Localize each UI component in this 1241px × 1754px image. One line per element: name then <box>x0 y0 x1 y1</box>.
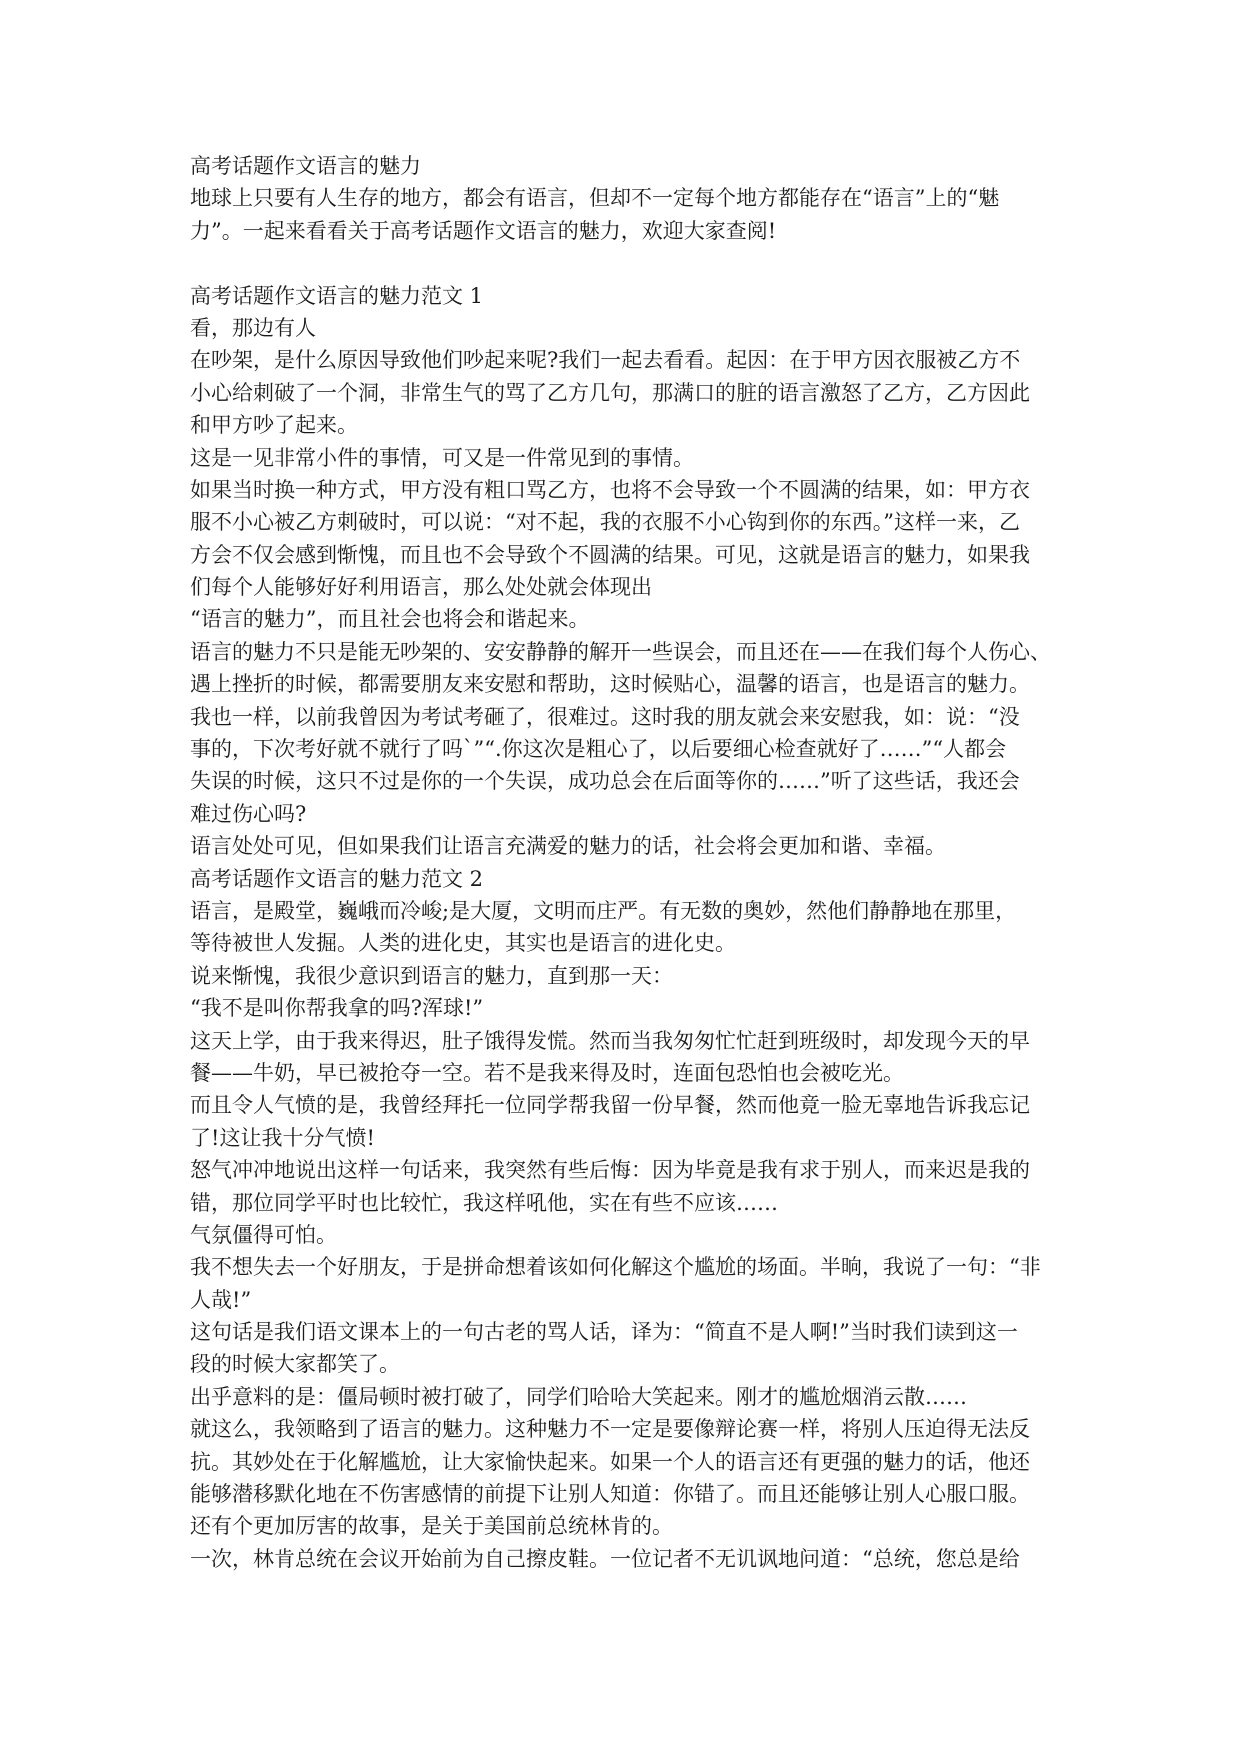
text-line: 高考话题作文语言的魅力范文 1 <box>190 283 484 308</box>
document-page <box>190 150 1070 1575</box>
text-line: 们每个人能够好好利用语言，那么处处就会体现出 <box>190 575 652 600</box>
text-line: 就这么，我领略到了语言的魅力。这种魅力不一定是要像辩论赛一样，将别人压迫得无法反 <box>190 1417 1030 1442</box>
text-line: 这天上学，由于我来得迟，肚子饿得发慌。然而当我匆匆忙忙赶到班级时，却发现今天的早 <box>190 1028 1030 1053</box>
text-line: 这是一见非常小件的事情，可又是一件常见到的事情。 <box>190 445 694 470</box>
text-line: 抗。其妙处在于化解尴尬，让大家愉快起来。如果一个人的语言还有更强的魅力的话，他还 <box>190 1449 1030 1474</box>
text-line: 方会不仅会感到惭愧，而且也不会导致个不圆满的结果。可见，这就是语言的魅力，如果我 <box>190 542 1030 567</box>
text-line: 语言的魅力不只是能无吵架的、安安静静的解开一些误会，而且还在——在我们每个人伤心、 <box>190 639 1051 664</box>
text-line: 我也一样，以前我曾因为考试考砸了，很难过。这时我的朋友就会来安慰我，如：说：“没 <box>190 704 1020 729</box>
text-line: 语言，是殿堂，巍峨而冷峻;是大厦，文明而庄严。有无数的奥妙，然他们静静地在那里， <box>190 898 1017 923</box>
text-line: 失误的时候，这只不过是你的一个失误，成功总会在后面等你的……”听了这些话，我还会 <box>190 769 1020 794</box>
text-line: 遇上挫折的时候，都需要朋友来安慰和帮助，这时候贴心，温馨的语言，也是语言的魅力。 <box>190 672 1030 697</box>
text-line: 和甲方吵了起来。 <box>190 413 358 438</box>
blank-line <box>190 247 1070 279</box>
text-line: 小心给刺破了一个洞，非常生气的骂了乙方几句，那满口的脏的语言激怒了乙方，乙方因此 <box>190 380 1030 405</box>
text-line: 事的，下次考好就不就行了吗`”“.你这次是粗心了，以后要细心检查就好了……”“人都会 <box>190 737 1007 762</box>
text-line: “我不是叫你帮我拿的吗?浑球!” <box>190 996 484 1021</box>
text-line: 力”。一起来看看关于高考话题作文语言的魅力，欢迎大家查阅! <box>190 218 777 243</box>
text-line: 等待被世人发掘。人类的进化史，其实也是语言的进化史。 <box>190 931 736 956</box>
text-line: 高考话题作文语言的魅力 <box>190 154 421 178</box>
text-line: 地球上只要有人生存的地方，都会有语言，但却不一定每个地方都能存在“语言”上的“魅 <box>190 186 1000 211</box>
text-line: 高考话题作文语言的魅力范文 2 <box>190 866 484 891</box>
text-line: 能够潜移默化地在不伤害感情的前提下让别人知道：你错了。而且还能够让别人心服口服。 <box>190 1482 1030 1507</box>
text-line: 还有个更加厉害的故事，是关于美国前总统林肯的。 <box>190 1514 673 1539</box>
text-line: 段的时候大家都笑了。 <box>190 1352 400 1377</box>
text-line: 这句话是我们语文课本上的一句古老的骂人话，译为：“简直不是人啊!”当时我们读到这一 <box>190 1320 1018 1345</box>
text-line: “语言的魅力”，而且社会也将会和谐起来。 <box>190 607 590 632</box>
text-line: 难过伤心吗? <box>190 801 307 826</box>
text-line: 语言处处可见，但如果我们让语言充满爱的魅力的话，社会将会更加和谐、幸福。 <box>190 834 946 859</box>
text-line: 错，那位同学平时也比较忙，我这样吼他，实在有些不应该…… <box>190 1190 778 1215</box>
text-line: 看，那边有人 <box>190 315 316 340</box>
text-line: 怒气冲冲地说出这样一句话来，我突然有些后悔：因为毕竟是我有求于别人，而来迟是我的 <box>190 1158 1030 1183</box>
text-line: 说来惭愧，我很少意识到语言的魅力，直到那一天： <box>190 963 673 988</box>
text-line: 我不想失去一个好朋友，于是拼命想着该如何化解这个尴尬的场面。半晌，我说了一句：“非 <box>190 1255 1041 1280</box>
text-line: 气氛僵得可怕。 <box>190 1222 337 1247</box>
text-line: 餐——牛奶，早已被抢夺一空。若不是我来得及时，连面包恐怕也会被吃光。 <box>190 1060 904 1085</box>
text-line: 而且令人气愤的是，我曾经拜托一位同学帮我留一份早餐，然而他竟一脸无辜地告诉我忘记 <box>190 1093 1030 1118</box>
text-line: 一次，林肯总统在会议开始前为自己擦皮鞋。一位记者不无讥讽地问道：“总统，您总是给 <box>190 1546 1020 1571</box>
text-line: 出乎意料的是：僵局顿时被打破了，同学们哈哈大笑起来。刚才的尴尬烟消云散…… <box>190 1384 967 1409</box>
text-line: 在吵架，是什么原因导致他们吵起来呢?我们一起去看看。起因：在于甲方因衣服被乙方不 <box>190 348 1021 373</box>
text-line: 服不小心被乙方刺破时，可以说：“对不起，我的衣服不小心钩到你的东西。”这样一来，乙 <box>190 510 1020 535</box>
text-line: 了!这让我十分气愤! <box>190 1125 375 1150</box>
text-line: 如果当时换一种方式，甲方没有粗口骂乙方，也将不会导致一个不圆满的结果，如：甲方衣 <box>190 477 1030 502</box>
text-line: 人哉!” <box>190 1287 252 1312</box>
